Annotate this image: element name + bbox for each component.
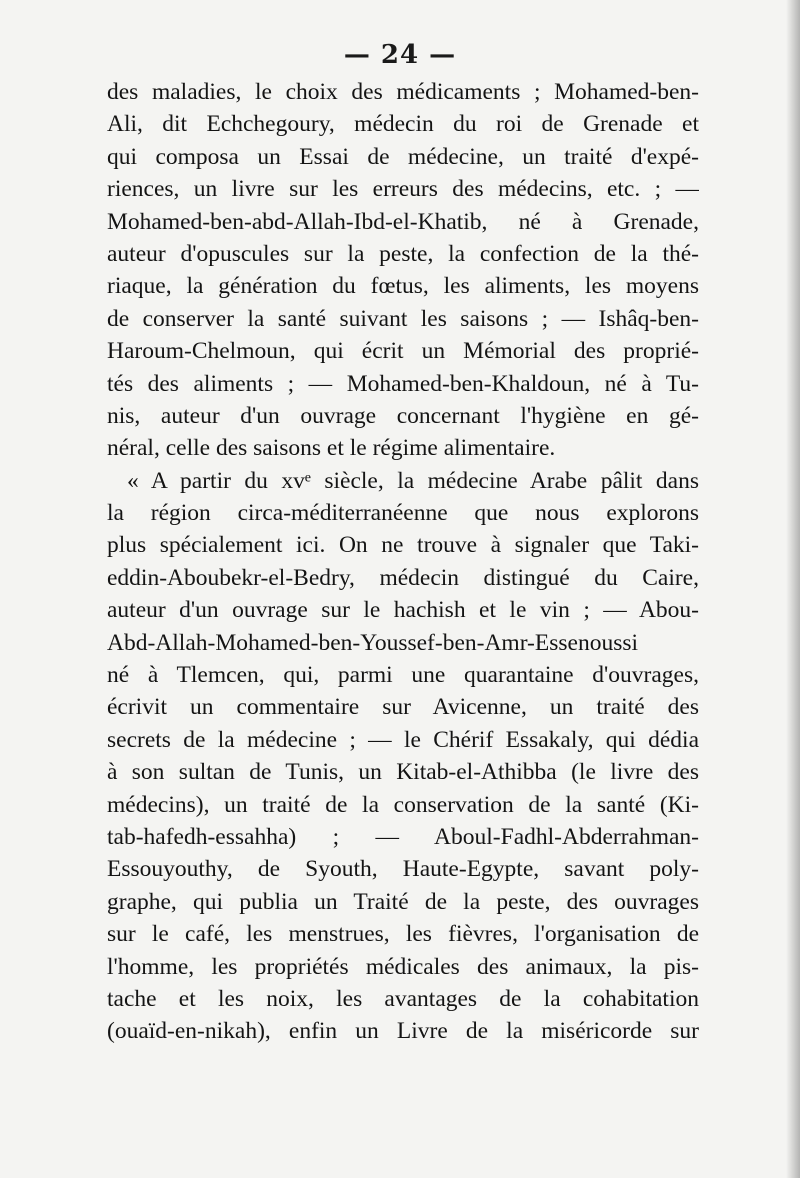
text-line: des maladies, le choix des médicaments ; Mohamed-ben-	[107, 79, 699, 105]
text-line: médecins), un traité de la conservation de la santé (Ki-	[107, 791, 699, 818]
text-line: tache et les noix, les avantages de la cohabitation	[107, 985, 699, 1012]
paragraph-start-line: « A partir du xvᵉ siècle, la médecine Arabe pâlit dans	[127, 467, 699, 494]
text-line: tés des aliments ; — Mohamed-ben-Khaldoun, né à Tu-	[107, 370, 699, 397]
text-line: graphe, qui publia un Traité de la peste, des ouvrages	[107, 888, 699, 915]
text-line: né à Tlemcen, qui, parmi une quarantaine d'ouvrages,	[107, 662, 699, 689]
text-line: Abd-Allah-Mohamed-ben-Youssef-ben-Amr-Essenoussi	[107, 629, 639, 656]
text-line: tab-hafedh-essahha) ; — Aboul-Fadhl-Abderrahman-	[107, 823, 699, 850]
text-line: sur le café, les menstrues, les fièvres, l'organisation de	[107, 921, 699, 948]
text-line: Ali, dit Echchegoury, médecin du roi de Grenade et	[107, 111, 699, 138]
body-text	[107, 76, 699, 1048]
text-line: Haroum-Chelmoun, qui écrit un Mémorial des proprié-	[107, 338, 699, 365]
text-line: la région circa-méditerranéenne que nous explorons	[107, 500, 699, 527]
text-line: auteur d'un ouvrage sur le hachish et le vin ; — Abou-	[107, 597, 699, 624]
page-number: — 24 —	[343, 40, 457, 70]
text-line: nis, auteur d'un ouvrage concernant l'hygiène en gé-	[107, 402, 699, 429]
text-line: l'homme, les propriétés médicales des animaux, la pis-	[107, 953, 699, 980]
text-line: Mohamed-ben-abd-Allah-Ibd-el-Khatib, né à Grenade,	[107, 208, 699, 235]
text-line: à son sultan de Tunis, un Kitab-el-Athibba (le livre des	[107, 759, 699, 786]
text-line: de conserver la santé suivant les saisons ; — Ishâq-ben-	[107, 305, 699, 332]
text-line: écrivit un commentaire sur Avicenne, un traité des	[107, 694, 699, 721]
text-line: (ouaïd-en-nikah), enfin un Livre de la miséricorde sur	[107, 1018, 699, 1045]
text-line: Essouyouthy, de Syouth, Haute-Egypte, savant poly-	[107, 856, 699, 883]
text-line: eddin-Aboubekr-el-Bedry, médecin distingué du Caire,	[107, 564, 699, 591]
text-line: plus spécialement ici. On ne trouve à signaler que Taki-	[107, 532, 699, 559]
text-line: riaque, la génération du fœtus, les aliments, les moyens	[107, 273, 699, 300]
text-line: secrets de la médecine ; — le Chérif Essakaly, qui dédia	[107, 726, 699, 753]
text-line: qui composa un Essai de médecine, un traité d'expé-	[107, 143, 699, 170]
text-line: néral, celle des saisons et le régime alimentaire.	[107, 435, 556, 462]
text-line: riences, un livre sur les erreurs des médecins, etc. ; —	[107, 176, 699, 203]
text-line: auteur d'opuscules sur la peste, la confection de la thé-	[107, 240, 699, 267]
